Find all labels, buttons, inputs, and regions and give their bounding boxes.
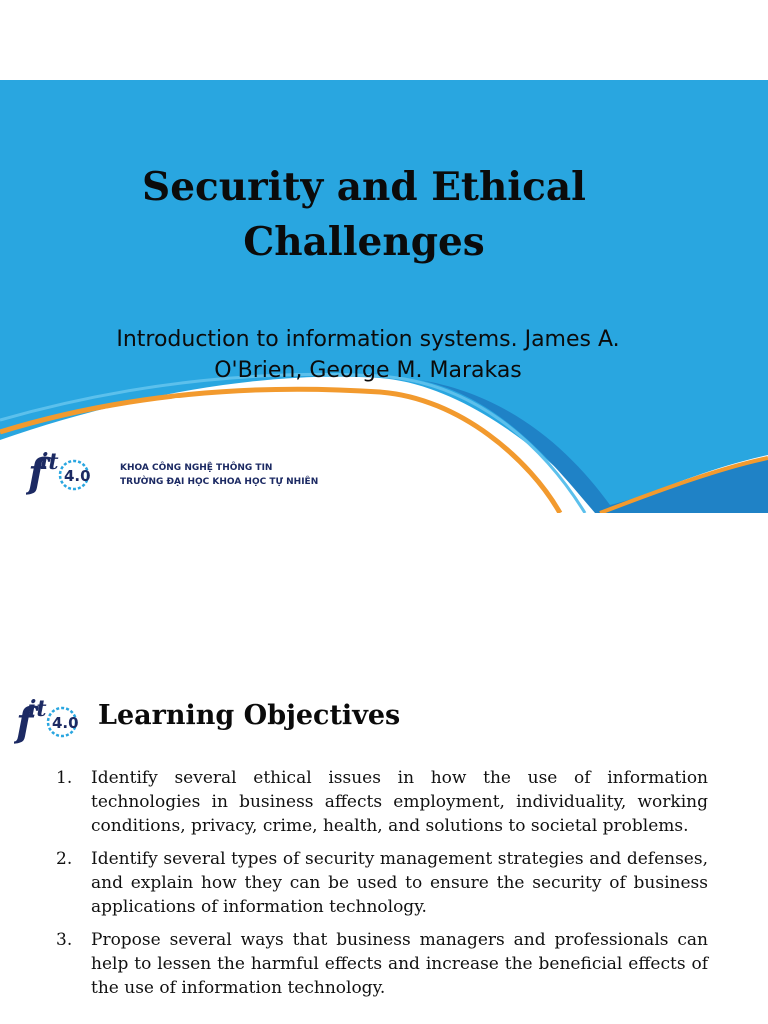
dot xyxy=(102,409,114,416)
svg-text:it: it xyxy=(28,696,47,722)
objectives-slide xyxy=(0,690,768,1024)
objective-number: 3. xyxy=(56,930,73,950)
slide-title: Security and Ethical Challenges xyxy=(142,164,586,265)
title-slide xyxy=(0,80,768,513)
wave-background xyxy=(0,80,768,513)
svg-text:f: f xyxy=(16,699,34,746)
fit-logo-icon xyxy=(14,690,94,750)
logo-badge: 4.0 xyxy=(52,714,79,732)
slide-subtitle: Introduction to information systems. James A. O'Brien, George M. Marakas xyxy=(116,327,620,383)
objective-text: Identify several types of security management strategies and defenses, and explain how they can be used to ensure the security of business applications of information technology. xyxy=(91,849,708,917)
svg-text:f: f xyxy=(28,450,46,497)
objective-item xyxy=(56,766,708,838)
objective-text: Propose several ways that business managers and professionals can help to lessen the harmful effects and increase the beneficial effects of the use of information technology. xyxy=(91,930,708,998)
logo-badge: 4.0 xyxy=(64,467,91,485)
section-heading: Learning Objectives xyxy=(98,700,401,731)
svg-text:it: it xyxy=(40,449,59,475)
department-line-1: KHOA CÔNG NGHỆ THÔNG TIN xyxy=(120,463,273,473)
objective-item xyxy=(56,928,708,1000)
objective-item xyxy=(56,847,708,919)
department-line-2: TRƯỜNG ĐẠI HỌC KHOA HỌC TỰ NHIÊN xyxy=(120,477,319,487)
department-name xyxy=(120,461,318,489)
objective-number: 1. xyxy=(56,768,73,788)
dot xyxy=(166,398,190,412)
dot xyxy=(131,404,149,414)
objective-number: 2. xyxy=(56,849,73,869)
objectives-list xyxy=(56,766,708,1009)
objective-text: Identify several ethical issues in how the use of information technologies in business affects employment, individuality, working conditions, privacy, crime, health, and solutions to societal problems. xyxy=(91,768,708,836)
fit-logo-icon xyxy=(26,443,106,503)
